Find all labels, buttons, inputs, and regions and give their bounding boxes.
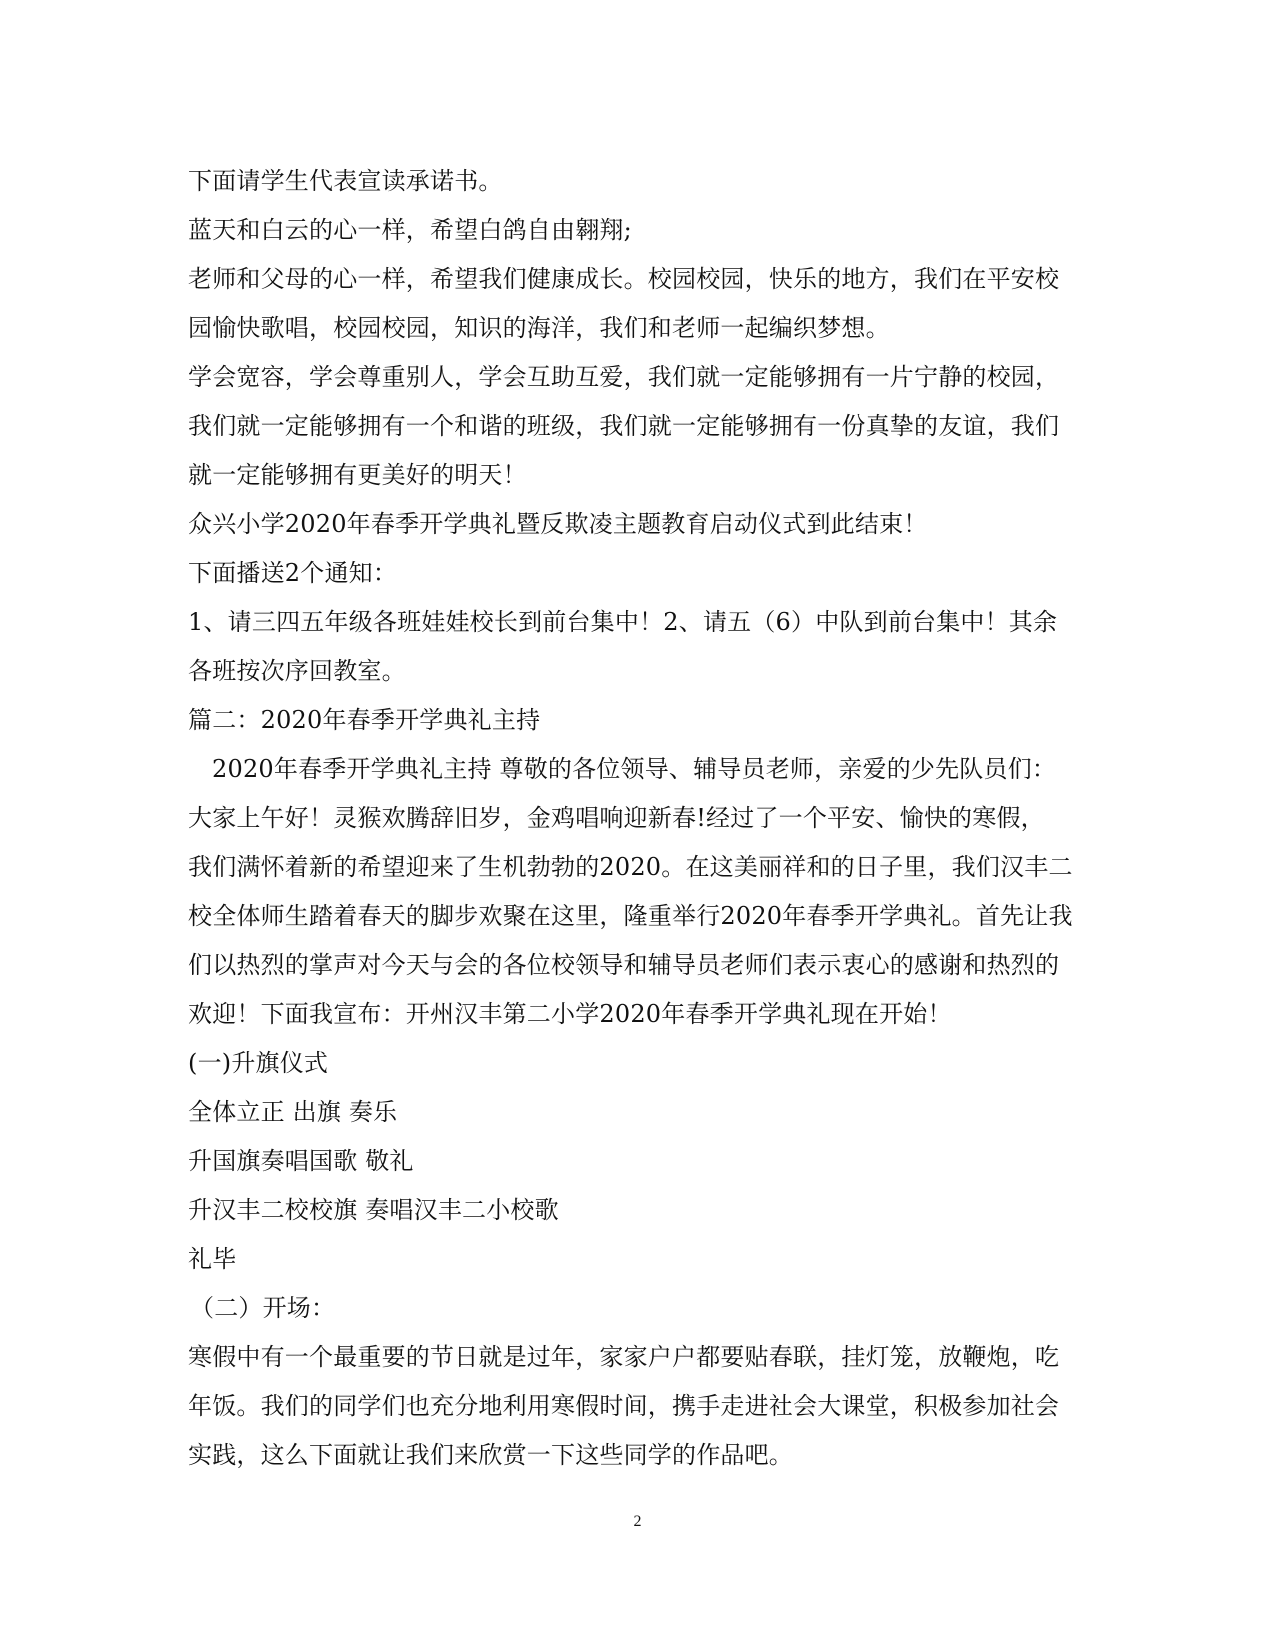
text-line: 大家上午好！灵猴欢腾辞旧岁，金鸡唱响迎新春!经过了一个平安、愉快的寒假， — [188, 804, 1045, 832]
text-line: 校全体师生踏着春天的脚步欢聚在这里，隆重举行2020年春季开学典礼。首先让我 — [188, 902, 1073, 930]
text-line: 就一定能够拥有更美好的明天！ — [188, 461, 527, 489]
text-line: 全体立正 出旗 奏乐 — [188, 1098, 398, 1126]
text-line: 礼毕 — [188, 1245, 237, 1273]
text-line: 实践，这么下面就让我们来欣赏一下这些同学的作品吧。 — [188, 1441, 793, 1469]
page-number: 2 — [633, 1513, 642, 1530]
text-line: 2020年春季开学典礼主持 尊敬的各位领导、辅导员老师，亲爱的少先队员们： — [212, 755, 1057, 783]
text-line: 下面播送2个通知： — [188, 559, 398, 587]
document-body — [188, 157, 1093, 1480]
text-line: 升国旗奏唱国歌 敬礼 — [188, 1147, 414, 1175]
text-line: 各班按次序回教室。 — [188, 657, 406, 685]
text-line: 我们就一定能够拥有一个和谐的班级，我们就一定能够拥有一份真挚的友谊，我们 — [188, 412, 1060, 440]
text-line: 们以热烈的掌声对今天与会的各位校领导和辅导员老师们表示衷心的感谢和热烈的 — [188, 951, 1060, 979]
text-line: 学会宽容，学会尊重别人，学会互助互爱，我们就一定能够拥有一片宁静的校园， — [188, 363, 1060, 391]
text-line: 下面请学生代表宣读承诺书。 — [188, 167, 503, 195]
subsection-heading: （二）开场： — [190, 1294, 336, 1322]
text-line: 1、请三四五年级各班娃娃校长到前台集中！2、请五（6）中队到前台集中！其余 — [188, 608, 1058, 636]
text-line: 众兴小学2020年春季开学典礼暨反欺凌主题教育启动仪式到此结束！ — [188, 510, 928, 538]
text-line: 老师和父母的心一样，希望我们健康成长。校园校园，快乐的地方，我们在平安校 — [188, 265, 1060, 293]
text-line: 欢迎！下面我宣布：开州汉丰第二小学2020年春季开学典礼现在开始！ — [188, 1000, 952, 1028]
section-heading: 篇二：2020年春季开学典礼主持 — [188, 706, 541, 734]
text-line: 蓝天和白云的心一样，希望白鸽自由翱翔; — [188, 216, 632, 244]
text-line: 我们满怀着新的希望迎来了生机勃勃的2020。在这美丽祥和的日子里，我们汉丰二 — [188, 853, 1073, 881]
text-line: 寒假中有一个最重要的节日就是过年，家家户户都要贴春联，挂灯笼，放鞭炮，吃 — [188, 1343, 1060, 1371]
text-line: 年饭。我们的同学们也充分地利用寒假时间，携手走进社会大课堂，积极参加社会 — [188, 1392, 1060, 1420]
text-line: 园愉快歌唱，校园校园，知识的海洋，我们和老师一起编织梦想。 — [188, 314, 890, 342]
subsection-heading: (一)升旗仪式 — [188, 1049, 329, 1077]
text-line: 升汉丰二校校旗 奏唱汉丰二小校歌 — [188, 1196, 559, 1224]
